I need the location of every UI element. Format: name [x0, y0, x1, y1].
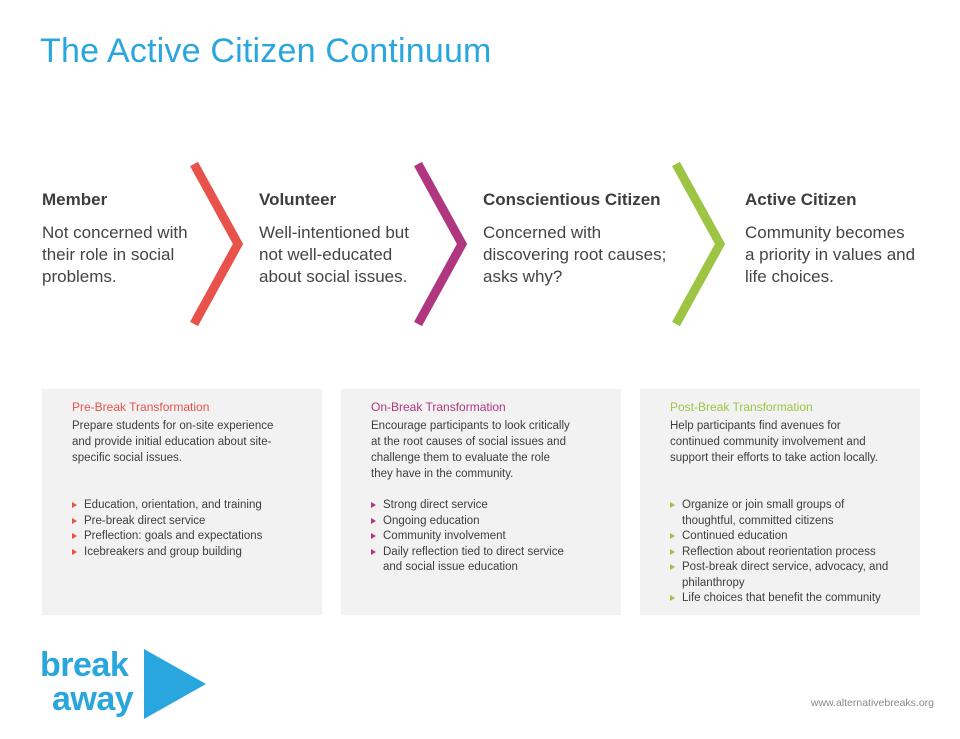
- intro-line: Prepare students for on-site experience: [72, 420, 274, 432]
- desc-line: Not concerned with: [42, 223, 188, 242]
- triangle-bullet-icon: [72, 518, 77, 524]
- desc-line: not well-educated: [259, 245, 393, 264]
- card-title: Post-Break Transformation: [670, 400, 813, 414]
- list-item: Organize or join small groups of thoughtful, committed citizens: [670, 498, 906, 529]
- list-item: Community involvement: [371, 529, 607, 545]
- stage-name: Volunteer: [259, 190, 337, 209]
- stage-name: Conscientious Citizen: [483, 190, 661, 209]
- triangle-bullet-icon: [670, 595, 675, 601]
- website-url[interactable]: www.alternativebreaks.org: [810, 697, 934, 709]
- triangle-bullet-icon: [371, 518, 376, 524]
- triangle-bullet-icon: [371, 549, 376, 555]
- list-item: Daily reflection tied to direct service and social issue education: [371, 545, 607, 576]
- desc-line: discovering root causes;: [483, 245, 667, 264]
- play-triangle-icon: [144, 649, 208, 719]
- card-pre-break: [42, 389, 322, 615]
- desc-line: Concerned with: [483, 223, 602, 242]
- triangle-bullet-icon: [670, 549, 675, 555]
- intro-line: and provide initial education about site-: [72, 436, 272, 448]
- stage-member: [42, 190, 188, 288]
- break-away-logo[interactable]: [40, 648, 133, 716]
- page-title: The Active Citizen Continuum: [40, 32, 492, 70]
- intro-line: Encourage participants to look critically: [371, 420, 570, 432]
- intro-line: at the root causes of social issues and: [371, 436, 566, 448]
- stage-active-citizen: [745, 190, 915, 288]
- stage-conscientious-citizen: [483, 190, 666, 288]
- list-item: Education, orientation, and training: [72, 498, 308, 514]
- chevron-right-icon: [186, 160, 256, 330]
- triangle-bullet-icon: [670, 533, 675, 539]
- card-intro: [670, 418, 906, 498]
- triangle-bullet-icon: [371, 533, 376, 539]
- card-title: Pre-Break Transformation: [72, 400, 210, 414]
- desc-line: Well-intentioned but: [259, 223, 409, 242]
- desc-line: asks why?: [483, 267, 563, 286]
- chevron-right-icon: [668, 160, 738, 330]
- card-post-break: [640, 389, 920, 615]
- stage-description: [745, 222, 915, 288]
- triangle-bullet-icon: [72, 502, 77, 508]
- logo-line1: break: [40, 646, 129, 684]
- desc-line: Community becomes: [745, 223, 905, 242]
- stage-description: [259, 222, 409, 288]
- desc-line: problems.: [42, 267, 117, 286]
- triangle-bullet-icon: [670, 502, 675, 508]
- desc-line: their role in social: [42, 245, 175, 264]
- stage-name: Active Citizen: [745, 190, 857, 209]
- card-list: [670, 498, 906, 607]
- list-item: Icebreakers and group building: [72, 545, 308, 561]
- card-list: [72, 498, 308, 560]
- stage-volunteer: [259, 190, 409, 288]
- card-on-break: [341, 389, 621, 615]
- intro-line: specific social issues.: [72, 452, 182, 464]
- triangle-bullet-icon: [72, 533, 77, 539]
- desc-line: life choices.: [745, 267, 834, 286]
- card-intro: [371, 418, 607, 498]
- chevron-right-icon: [410, 160, 480, 330]
- card-intro: [72, 418, 308, 498]
- list-item: Preflection: goals and expectations: [72, 529, 308, 545]
- intro-line: challenge them to evaluate the role: [371, 452, 551, 464]
- logo-line2: away: [52, 680, 134, 718]
- list-item: Ongoing education: [371, 514, 607, 530]
- triangle-bullet-icon: [670, 564, 675, 570]
- list-item: Continued education: [670, 529, 906, 545]
- list-item: Reflection about reorientation process: [670, 545, 906, 561]
- intro-line: Help participants find avenues for: [670, 420, 841, 432]
- desc-line: a priority in values and: [745, 245, 916, 264]
- stage-description: [42, 222, 188, 288]
- stage-description: [483, 222, 666, 288]
- desc-line: about social issues.: [259, 267, 408, 286]
- list-item: Life choices that benefit the community: [670, 591, 906, 607]
- triangle-bullet-icon: [72, 549, 77, 555]
- stage-name: Member: [42, 190, 108, 209]
- list-item: Strong direct service: [371, 498, 607, 514]
- intro-line: support their efforts to take action locally.: [670, 452, 878, 464]
- list-item: Pre-break direct service: [72, 514, 308, 530]
- intro-line: they have in the community.: [371, 468, 514, 480]
- triangle-bullet-icon: [371, 502, 376, 508]
- list-item: Post-break direct service, advocacy, and philanthropy: [670, 560, 906, 591]
- card-title: On-Break Transformation: [371, 400, 506, 414]
- card-list: [371, 498, 607, 576]
- intro-line: continued community involvement and: [670, 436, 866, 448]
